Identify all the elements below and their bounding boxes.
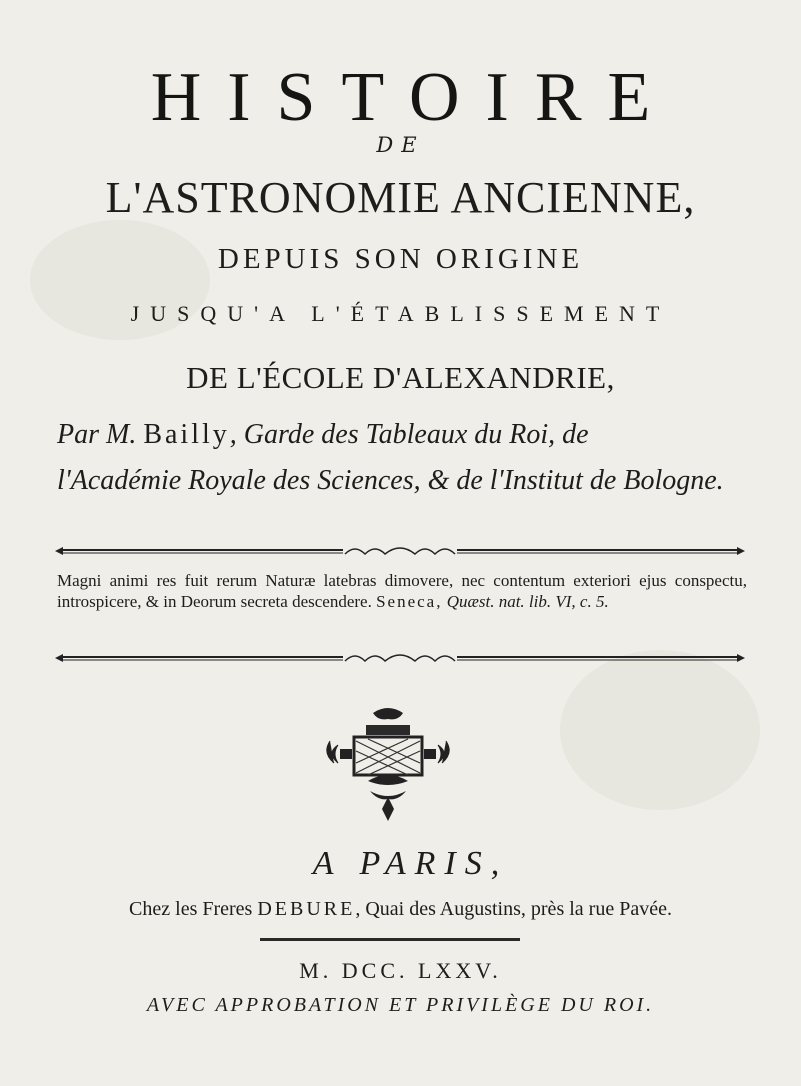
epigraph-author: Seneca, [376,592,443,611]
ornamental-rule-top [55,545,745,557]
title-histoire: HISTOIRE [150,59,677,136]
epigraph-text: Magni animi res fuit rerum Naturæ latebras dimovere, nec contentum exteriori ejus conspectu, introspicere, & in Deorum secreta descendere. [57,571,747,611]
author-name: Bailly [143,419,230,450]
author-par: Par M. [57,419,137,450]
paper-stain [560,650,760,810]
imprint-city: A PARIS, [312,845,509,882]
imprint-date: M. DCC. LXXV. [299,958,502,983]
printer-ornament-icon [318,705,458,825]
title-astronomie: L'ASTRONOMIE ANCIENNE, [105,173,696,222]
publisher-address: , Quai des Augustins, près la rue Pavée. [355,898,672,920]
divider-rule [260,938,520,941]
author-line-1 [57,419,589,451]
imprint-publisher [0,898,801,921]
epigraph [57,570,747,612]
author-line-2: l'Académie Royale des Sciences, & de l'Institut de Bologne. [57,465,724,496]
imprint-privilege: AVEC APPROBATION ET PRIVILÈGE DU ROI. [146,994,655,1016]
title-depuis: DEPUIS SON ORIGINE [217,243,584,275]
epigraph-source: Quæst. nat. lib. VI, c. 5. [446,592,609,611]
title-ecole: DE L'ÉCOLE D'ALEXANDRIE, [186,360,615,395]
author-title: , Garde des Tableaux du Roi, de [229,419,589,450]
publisher-name: DEBURE [257,898,356,920]
title-jusqua: JUSQU'A L'ÉTABLISSEMENT [130,301,671,326]
ornamental-rule-bottom [55,652,745,664]
title-de: DE [376,133,425,157]
publisher-prefix: Chez les Freres [129,898,258,920]
